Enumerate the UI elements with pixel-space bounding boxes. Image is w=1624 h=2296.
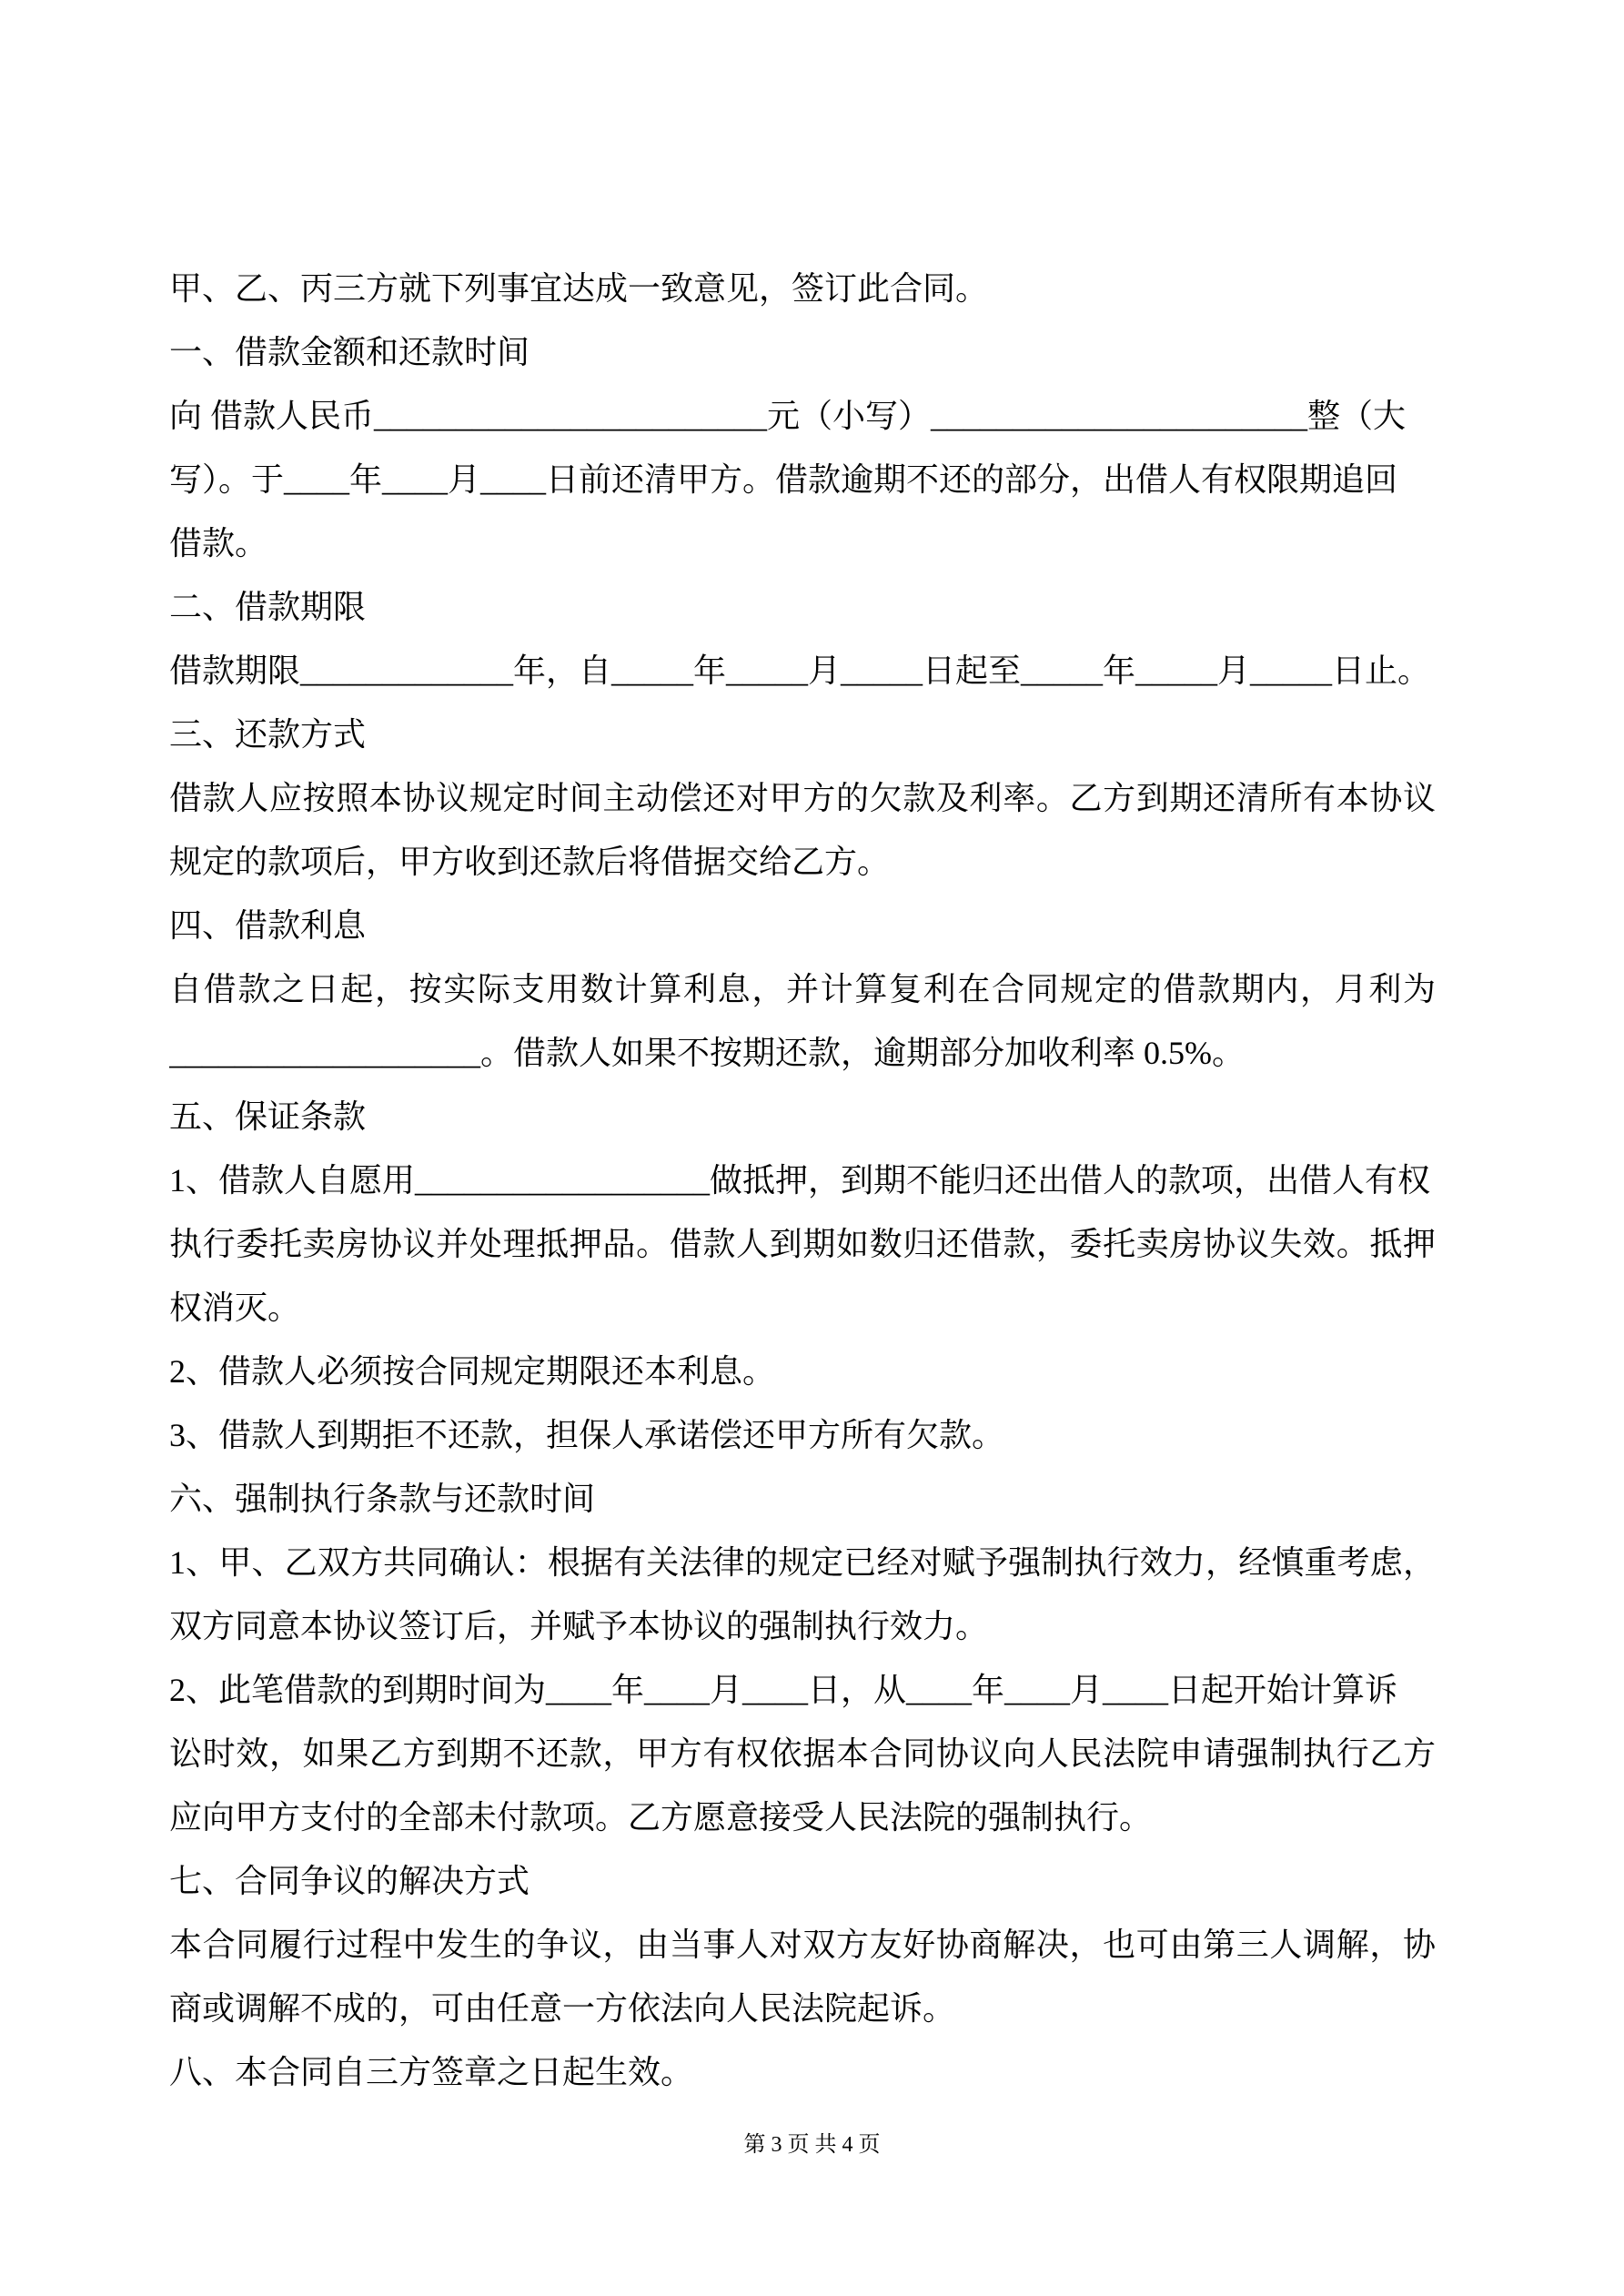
- contract-line-repay-date-blank: 写）。于____年____月____日前还清甲方。借款逾期不还的部分，出借人有权限期追回: [169, 461, 1398, 498]
- contract-line-collateral-blank: 1、借款人自愿用__________________做抵押，到期不能归还出借人的款项，出借人有权: [169, 1162, 1431, 1199]
- contract-line-interest-rate-blank: ___________________。借款人如果不按期还款，逾期部分加收利率 0.5%。: [169, 1035, 1245, 1071]
- contract-line: 应向甲方支付的全部未付款项。乙方愿意接受人民法院的强制执行。: [169, 1799, 1153, 1836]
- section-heading-8: 八、本合同自三方签章之日起生效。: [169, 2054, 694, 2090]
- contract-line: 1、甲、乙双方共同确认：根据有关法律的规定已经对赋予强制执行效力，经慎重考虑，: [169, 1544, 1436, 1581]
- page-number-footer: 第 3 页 共 4 页: [743, 2133, 881, 2157]
- contract-line: 讼时效，如果乙方到期不还款，甲方有权依据本合同协议向人民法院申请强制执行乙方: [169, 1735, 1436, 1772]
- section-heading-4: 四、借款利息: [169, 907, 367, 944]
- contract-line: 商或调解不成的，可由任意一方依法向人民法院起诉。: [169, 1990, 956, 2027]
- contract-line: 权消灭。: [169, 1290, 301, 1326]
- contract-line-loan-amount-blank: 向 借款人民币________________________元（小写）_______________________整（大: [169, 398, 1407, 434]
- section-heading-5: 五、保证条款: [169, 1098, 367, 1135]
- section-heading-1: 一、借款金额和还款时间: [169, 334, 530, 370]
- contract-line: 规定的款项后，甲方收到还款后将借据交给乙方。: [169, 844, 891, 880]
- contract-line: 借款。: [169, 525, 268, 561]
- contract-line: 2、借款人必须按合同规定期限还本利息。: [169, 1353, 776, 1390]
- contract-line: 借款人应按照本协议规定时间主动偿还对甲方的欠款及利率。乙方到期还清所有本协议: [169, 780, 1436, 816]
- section-heading-2: 二、借款期限: [169, 589, 367, 625]
- contract-line: 执行委托卖房协议并处理抵押品。借款人到期如数归还借款，委托卖房协议失效。抵押: [169, 1226, 1436, 1262]
- contract-line-due-date-blank: 2、此笔借款的到期时间为____年____月____日，从____年____月____日起开始计算诉: [169, 1672, 1398, 1708]
- contract-line: 本合同履行过程中发生的争议，由当事人对双方友好协商解决，也可由第三人调解，协: [169, 1927, 1436, 1963]
- section-heading-3: 三、还款方式: [169, 716, 367, 753]
- contract-line-loan-term-blank: 借款期限_____________年，自_____年_____月_____日起至_____年_____月_____日止。: [169, 652, 1431, 689]
- contract-line: 3、借款人到期拒不还款，担保人承诺偿还甲方所有欠款。: [169, 1417, 1005, 1453]
- contract-line: 双方同意本协议签订后，并赋予本协议的强制执行效力。: [169, 1608, 989, 1644]
- section-heading-7: 七、合同争议的解决方式: [169, 1863, 530, 1899]
- section-heading-6: 六、强制执行条款与还款时间: [169, 1481, 596, 1517]
- contract-line: 自借款之日起，按实际支用数计算利息，并计算复利在合同规定的借款期内，月利为: [169, 971, 1436, 1007]
- contract-line-agreement-intro: 甲、乙、丙三方就下列事宜达成一致意见，签订此合同。: [169, 270, 989, 307]
